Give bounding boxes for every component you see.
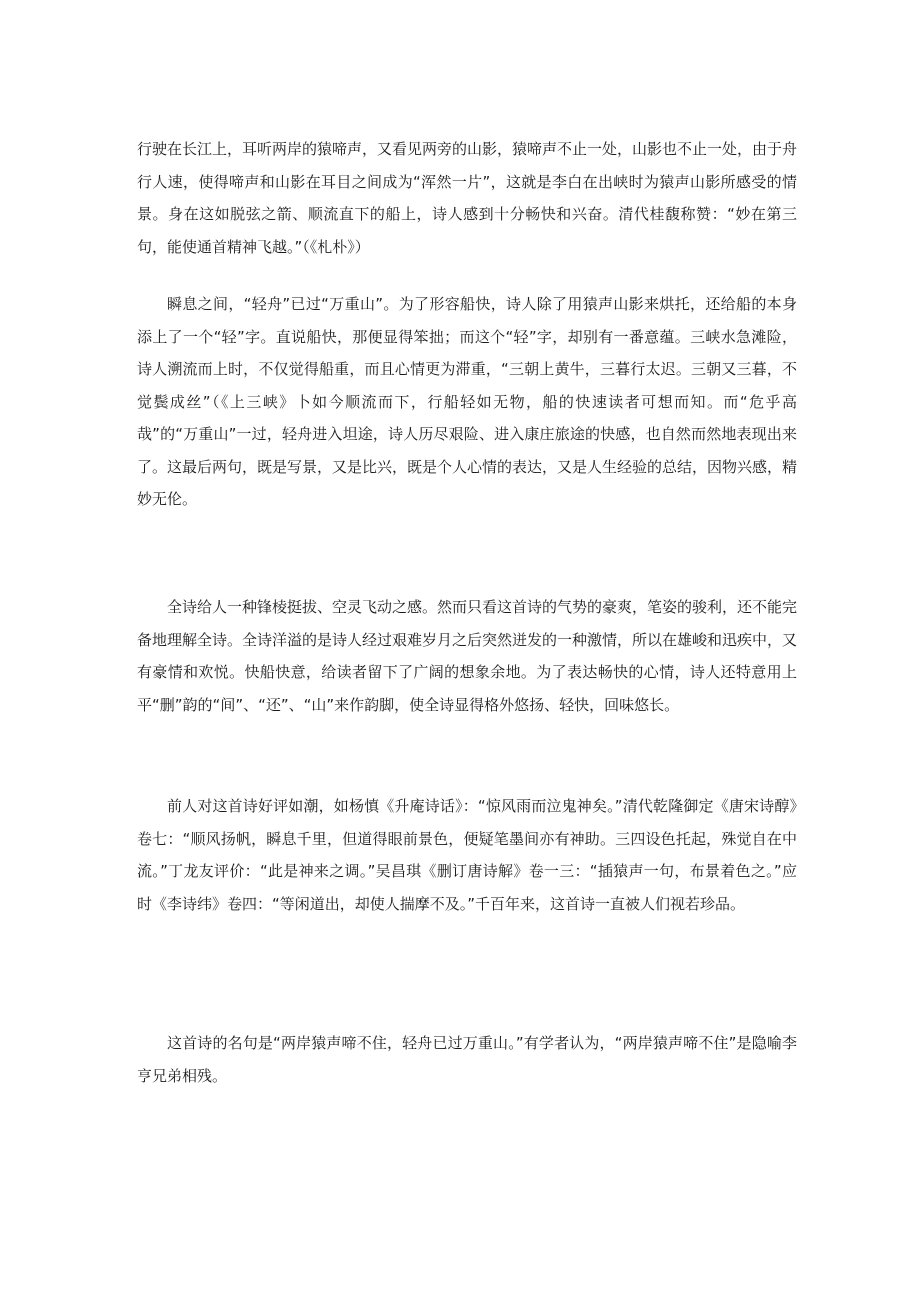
paragraph-3: 全诗给人一种锋棱挺拔、空灵飞动之感。然而只看这首诗的气势的豪爽，笔姿的骏利，还不能完备地理解全诗。全诗洋溢的是诗人经过艰难岁月之后突然迸发的一种激情，所以在雄峻和迅疾中，又有豪情和欢悦。快船快意，给读者留下了广阔的想象余地。为了表达畅快的心情，诗人还特意用上平“删”韵的“间”、“还”、“山”来作韵脚，使全诗显得格外悠扬、轻快，回味悠长。 (137, 598, 798, 714)
paragraph-5: 这首诗的名句是“两岸猿声啼不住，轻舟已过万重山。”有学者认为，“两岸猿声啼不住”是隐喻李亨兄弟相残。 (137, 1034, 797, 1085)
paragraph-1: 行驶在长江上，耳听两岸的猿啼声，又看见两旁的山影，猿啼声不止一处，山影也不止一处，由于舟行人速，使得啼声和山影在耳目之间成为“浑然一片”，这就是李白在出峡时为猿声山影所感受的情景。身在这如脱弦之箭、顺流直下的船上，诗人感到十分畅快和兴奋。清代桂馥称赞：“妙在第三句，能使通首精神飞越。”（《札朴》） (137, 140, 798, 256)
paragraph-2: 瞬息之间，“轻舟”已过“万重山”。为了形容船快，诗人除了用猿声山影来烘托，还给船的本身添上了一个“轻”字。直说船快，那便显得笨拙；而这个“轻”字，却别有一番意蕴。三峡水急滩险，诗人溯流而上时，不仅觉得船重，而且心情更为滞重，“三朝上黄牛，三暮行太迟。三朝又三暮，不觉鬓成丝”（《上三峡》卜如今顺流而下，行船轻如无物，船的快速读者可想而知。而“危乎高哉”的“万重山”一过，轻舟进入坦途，诗人历尽艰险、进入康庄旅途的快感，也自然而然地表现出来了。这最后两句，既是写景，又是比兴，既是个人心情的表达，又是人生经验的总结，因物兴感，精妙无伦。 (137, 295, 798, 508)
paragraph-4: 前人对这首诗好评如潮，如杨慎《升庵诗话》：“惊风雨而泣鬼神矣。”清代乾隆御定《唐宋诗醇》卷七：“顺风扬帆，瞬息千里，但道得眼前景色，便疑笔墨间亦有神助。三四设色托起，殊觉自在中流。”丁龙友评价：“此是神来之调。”吴昌琪《删订唐诗解》卷一三：“插猿声一句，布景着色之。”应时《李诗纬》卷四：“等闲道出，却使人揣摩不及。”千百年来，这首诗一直被人们视若珍品。 (137, 797, 797, 913)
